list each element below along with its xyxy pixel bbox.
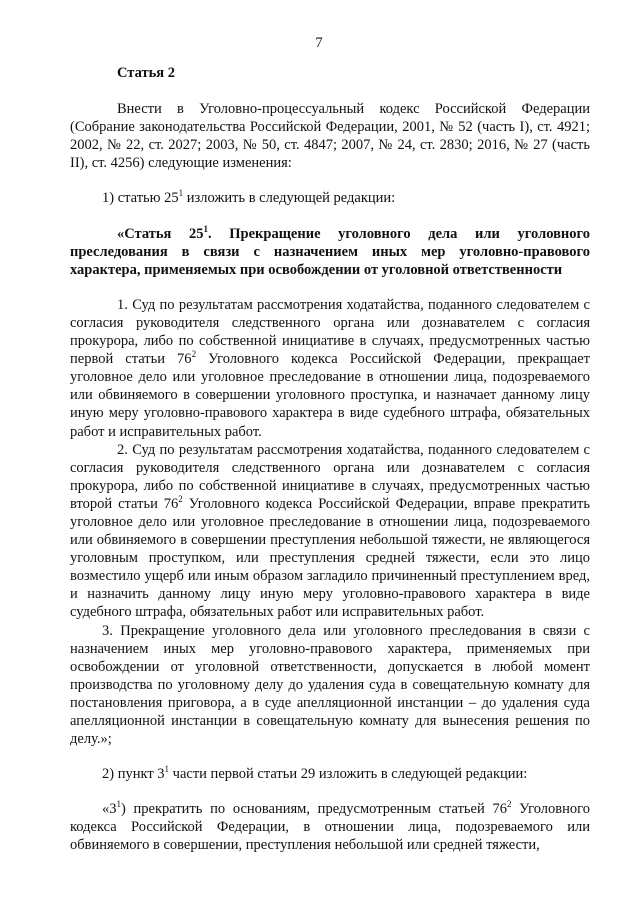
item-1-text-pre: 1) статью 25 xyxy=(102,190,179,207)
intro-paragraph: Внести в Уголовно-процессуальный кодекс Российской Федерации (Собрание законодательства Российской Федерации, 2001, № 52 (часть I), ст. 4921; 2002, № 22, ст. 2027; 2003, № 50, ст. 4847; 2007, № 24, ст. 2830; 2016, № 27 (часть II), ст. 4256) следующие изменения: xyxy=(70,101,590,172)
quote-3-1-paragraph xyxy=(70,800,590,854)
paragraph-2 xyxy=(70,441,590,622)
quote-3-1-superscript-1: 1 xyxy=(116,799,121,810)
item-2-text-pre: 2) пункт 3 xyxy=(102,766,165,783)
new-article-heading-pre: «Статья 25 xyxy=(117,225,204,242)
new-article-heading xyxy=(70,225,590,279)
new-article-heading-post: . Прекращение уголовного дела или уголовного преследования в связи с назначением иных мер уголовно-правового характера, применяемых при освобождении от уголовной ответственности xyxy=(70,225,590,278)
item-2-superscript: 1 xyxy=(164,764,170,775)
item-2-paragraph xyxy=(70,765,590,783)
page-number: 7 xyxy=(315,35,323,51)
item-1-paragraph xyxy=(70,189,590,207)
item-1-superscript: 1 xyxy=(178,188,184,199)
quote-3-1-text-post: Уголовного кодекса Российской Федерации, в отношении лица, подозреваемого или обвиняемого в совершении, преступления небольшой или средней тяжести, xyxy=(70,801,590,854)
paragraph-2-superscript: 2 xyxy=(178,494,183,505)
item-1-text-post: изложить в следующей редакции: xyxy=(183,190,396,207)
paragraph-3: 3. Прекращение уголовного дела или уголовного преследования в связи с назначением иных мер уголовно-правового характера, применяемых при освобождении от уголовной ответственности, допускается в любой момент производства по уголовному делу до удаления суда в совещательную комнату для постановления приговора, а в суде апелляционной инстанции – до удаления суда апелляционной инстанции в совещательную комнату для вынесения решения по делу.»; xyxy=(70,622,590,748)
document-body xyxy=(70,64,590,855)
paragraph-2-text-pre: 2. Суд по результатам рассмотрения ходатайства, поданного следователем с согласия руководителя следственного органа или дознавателем с согласия прокурора, либо по собственной инициативе в случаях, предусмотренных частью второй статьи 76 xyxy=(70,441,590,512)
quote-3-1-text-pre: «3 xyxy=(102,801,117,818)
paragraph-1-text-pre: 1. Суд по результатам рассмотрения ходатайства, поданного следователем с согласия руководителя следственного органа или дознавателем с согласия прокурора, либо по собственной инициативе в случаях, предусмотренных частью первой статьи 76 xyxy=(70,296,590,368)
paragraph-2-text-post: Уголовного кодекса Российской Федерации, вправе прекратить уголовное дело или уголовное преследование в отношении лица, подозреваемого или обвиняемого в совершении преступления небольшой тяжести, не являющегося уголовным проступком, или преступления средней тяжести, если это лицо возместило ущерб или иным образом загладило причиненный преступлением вред, и назначить данному лицу иную меру уголовно-правового характера в виде судебного штрафа, обязательных работ или исправительных работ. xyxy=(70,495,590,621)
paragraph-1-text-post: Уголовного кодекса Российской Федерации, прекращает уголовное дело или уголовное преследование в отношении лица, подозреваемого или обвиняемого в совершении уголовного проступка, и назначает данному лицу иную меру уголовно-правового характера в виде судебного штрафа, обязательных работ и исправительных работ. xyxy=(70,351,590,440)
article-heading: Статья 2 xyxy=(117,65,175,81)
quote-3-1-text-mid: ) прекратить по основаниям, предусмотренным статьей 76 xyxy=(121,801,507,818)
item-2-text-post: части первой статьи 29 изложить в следующей редакции: xyxy=(169,766,528,783)
new-article-superscript: 1 xyxy=(203,223,208,234)
paragraph-1-superscript: 2 xyxy=(191,349,197,360)
quote-3-1-superscript-2: 2 xyxy=(506,799,512,810)
paragraph-1 xyxy=(70,296,590,441)
